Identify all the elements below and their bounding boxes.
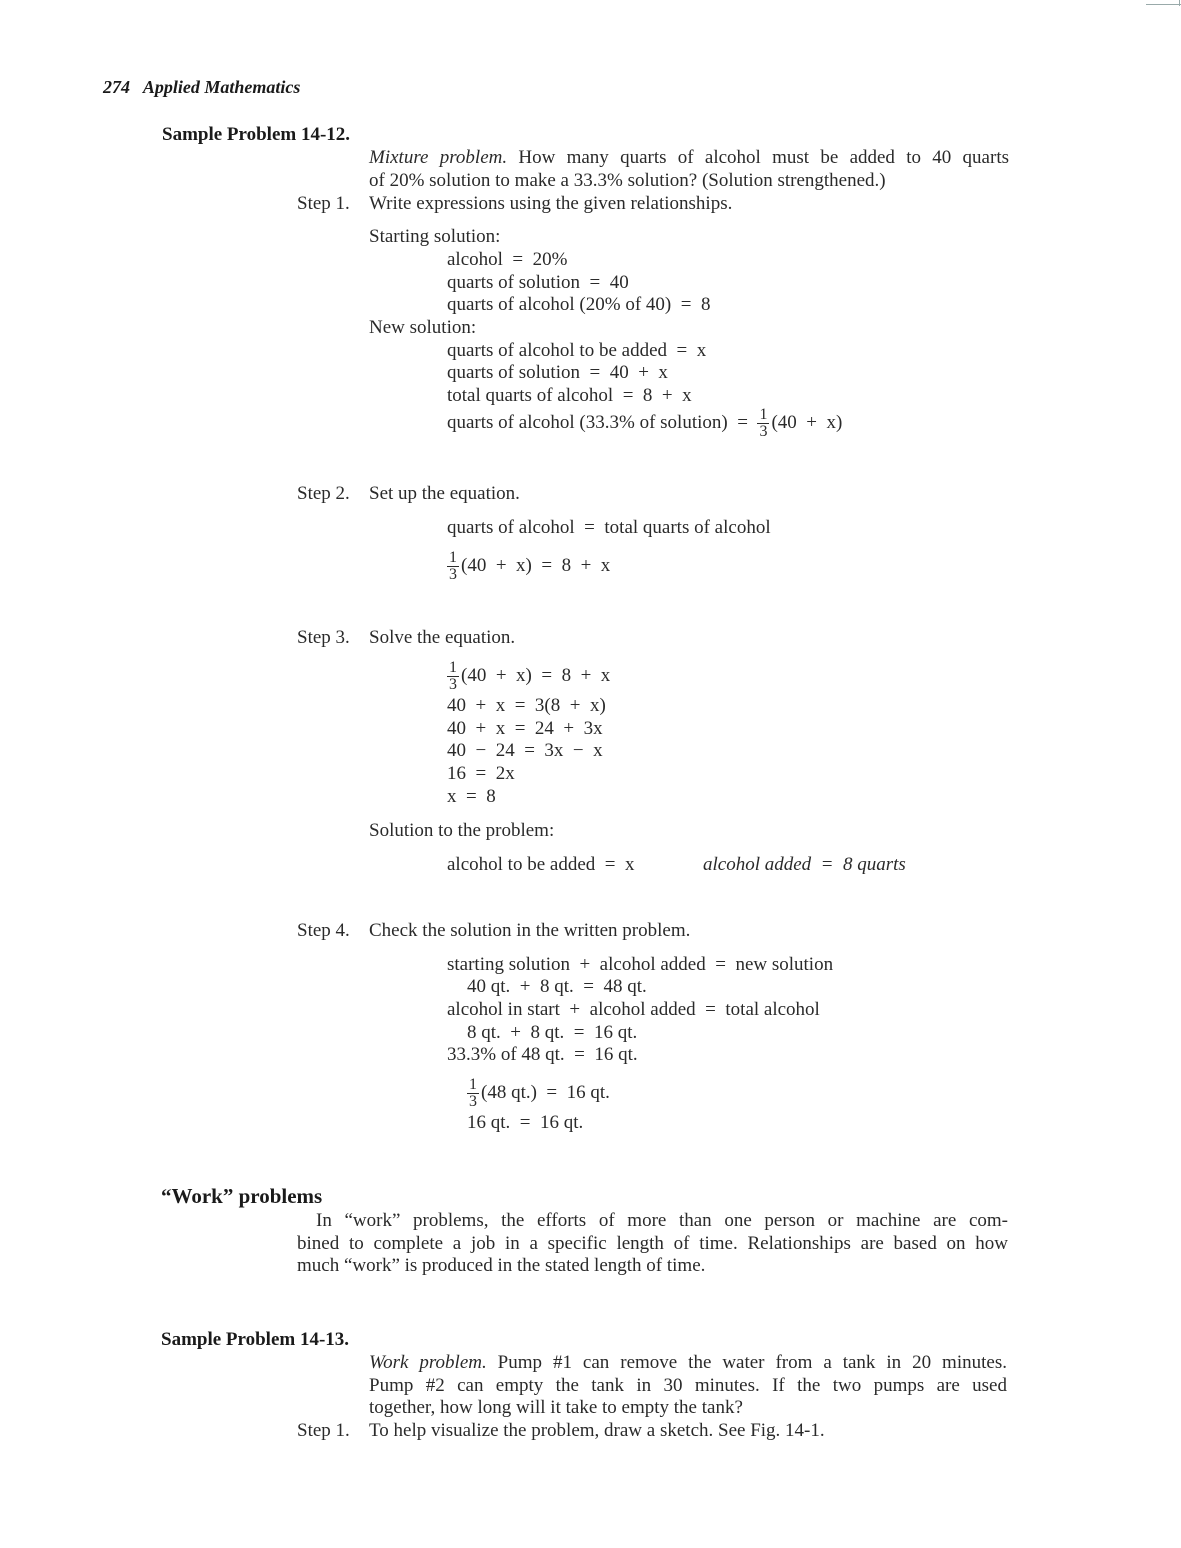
problem-label: Work problem. xyxy=(369,1352,487,1373)
equation: quarts of alcohol = total quarts of alcohol xyxy=(447,517,771,538)
subheading: New solution: xyxy=(369,317,477,338)
expression: quarts of solution = 40 + x xyxy=(447,362,668,383)
check-text: (48 qt.) = 16 qt. xyxy=(481,1081,610,1103)
paragraph-line: much “work” is produced in the stated length of time. xyxy=(297,1255,706,1276)
equation: x = 8 xyxy=(447,786,496,807)
scan-edge-mark xyxy=(1179,0,1180,6)
expression: quarts of alcohol (20% of 40) = 8 xyxy=(447,294,711,315)
problem-label: Mixture problem. xyxy=(369,147,508,168)
denominator: 3 xyxy=(449,566,457,583)
equation xyxy=(447,550,610,583)
section-heading: “Work” problems xyxy=(161,1184,323,1208)
fraction-one-third xyxy=(447,660,459,693)
step-label: Step 1. xyxy=(297,1420,350,1441)
check-line xyxy=(467,1077,610,1110)
solution-expression: alcohol to be added = x xyxy=(447,854,635,875)
step-text: Solve the equation. xyxy=(369,627,516,648)
equation: 40 + x = 3(8 + x) xyxy=(447,695,606,716)
problem-text xyxy=(369,1351,1007,1375)
check-line: 40 qt. + 8 qt. = 48 qt. xyxy=(467,976,647,997)
step-label: Step 4. xyxy=(297,920,350,941)
problem-text-line: Pump #2 can empty the tank in 30 minutes. If the two pumps are used xyxy=(369,1375,1007,1396)
numerator: 1 xyxy=(469,1076,477,1093)
expression: total quarts of alcohol = 8 + x xyxy=(447,385,692,406)
subheading: Solution to the problem: xyxy=(369,820,555,841)
subheading: Starting solution: xyxy=(369,226,501,247)
problem-text-line: How many quarts of alcohol must be added to 40 quarts xyxy=(507,147,1009,168)
expression: quarts of alcohol to be added = x xyxy=(447,340,707,361)
problem-text-line: of 20% solution to make a 33.3% solution? (Solution strengthened.) xyxy=(369,170,886,191)
expression xyxy=(447,407,842,440)
equation: 40 + x = 24 + 3x xyxy=(447,718,603,739)
expression-rhs: (40 + x) xyxy=(771,411,843,433)
equation: 16 = 2x xyxy=(447,763,515,784)
sample-problem-title: Sample Problem 14-12. xyxy=(162,124,351,145)
fraction-one-third xyxy=(447,550,459,583)
expression: alcohol = 20% xyxy=(447,249,568,270)
page-number: 274 xyxy=(103,77,130,97)
check-line: 16 qt. = 16 qt. xyxy=(467,1112,584,1133)
problem-text-line: together, how long will it take to empty the tank? xyxy=(369,1397,743,1418)
step-label: Step 2. xyxy=(297,483,350,504)
equation-text: (40 + x) = 8 + x xyxy=(461,554,611,576)
problem-text-line: Pump #1 can remove the water from a tank in 20 minutes. xyxy=(486,1352,1007,1373)
denominator: 3 xyxy=(449,676,457,693)
equation xyxy=(447,660,610,693)
step-label: Step 1. xyxy=(297,193,350,214)
step-text: Check the solution in the written problem. xyxy=(369,920,691,941)
step-text: Set up the equation. xyxy=(369,483,520,504)
scan-edge-mark xyxy=(1146,4,1181,5)
denominator: 3 xyxy=(469,1093,477,1110)
sample-problem-title: Sample Problem 14-13. xyxy=(161,1329,350,1350)
step-text: Write expressions using the given relationships. xyxy=(369,193,733,214)
problem-text xyxy=(369,146,1009,170)
solution-answer: alcohol added = 8 quarts xyxy=(703,854,906,875)
equation: 40 − 24 = 3x − x xyxy=(447,740,603,761)
running-header xyxy=(103,75,300,99)
equation-text: (40 + x) = 8 + x xyxy=(461,664,611,686)
check-line: starting solution + alcohol added = new solution xyxy=(447,954,834,975)
numerator: 1 xyxy=(449,659,457,676)
check-line: 8 qt. + 8 qt. = 16 qt. xyxy=(467,1022,638,1043)
numerator: 1 xyxy=(449,549,457,566)
step-label: Step 3. xyxy=(297,627,350,648)
book-title: Applied Mathematics xyxy=(142,77,301,97)
denominator: 3 xyxy=(759,423,768,440)
expression-lhs: quarts of alcohol (33.3% of solution) = xyxy=(447,411,758,433)
fraction-one-third xyxy=(757,407,769,440)
paragraph-line: bined to complete a job in a specific length of time. Relationships are based on how xyxy=(297,1233,1008,1254)
expression: quarts of solution = 40 xyxy=(447,272,629,293)
paragraph-line: In “work” problems, the efforts of more than one person or machine are com- xyxy=(316,1210,1008,1231)
check-line: 33.3% of 48 qt. = 16 qt. xyxy=(447,1044,638,1065)
numerator: 1 xyxy=(759,406,768,423)
check-line: alcohol in start + alcohol added = total alcohol xyxy=(447,999,820,1020)
fraction-one-third xyxy=(467,1077,479,1110)
step-text: To help visualize the problem, draw a sketch. See Fig. 14-1. xyxy=(369,1420,825,1441)
